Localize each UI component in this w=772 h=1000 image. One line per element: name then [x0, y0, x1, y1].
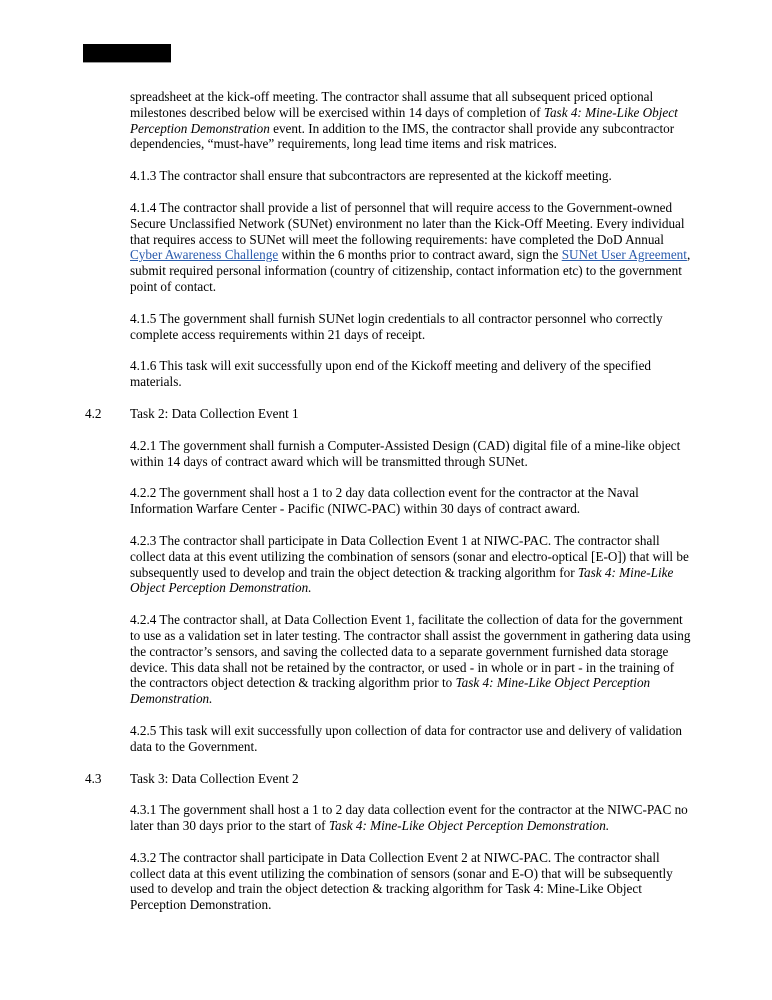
document-content	[85, 89, 691, 929]
paragraph	[130, 850, 691, 913]
paragraph	[130, 612, 691, 707]
text-run: Task 4: Mine-Like Object Perception Demonstration.	[130, 564, 674, 596]
text-run: , submit required personal information (country of citizenship, contact information etc) to the government point of contact.	[130, 247, 691, 294]
text-run: within the 6 months prior to contract award, sign the	[278, 247, 562, 263]
text-run: 4.2.1 The government shall furnish a Computer-Assisted Design (CAD) digital file of a mine-like object within 14 days of contract award which will be transmitted through SUNet.	[130, 437, 681, 469]
paragraph	[130, 200, 691, 295]
section-number: 4.2	[85, 405, 102, 421]
section-title: Task 2: Data Collection Event 1	[130, 405, 299, 421]
text-run: 4.3.1 The government shall host a 1 to 2 day data collection event for the contractor at the NIWC-PAC no later than 30 days prior to the start of	[130, 802, 688, 834]
text-run: 4.1.6 This task will exit successfully upon end of the Kickoff meeting and delivery of the specified materials.	[130, 358, 652, 390]
text-run: 4.1.4 The contractor shall provide a list of personnel that will require access to the Government-owned Secure Unclassified Network (SUNet) environment no later than the Kick-Off Meeting. Every individual that requires access to SUNet will meet the following requirements: have completed the DoD Annual	[130, 199, 685, 247]
section-number: 4.3	[85, 770, 102, 786]
paragraph	[130, 802, 691, 834]
text-run: 4.1.3 The contractor shall ensure that subcontractors are represented at the kickoff meeting.	[130, 168, 612, 184]
section-heading	[85, 771, 691, 787]
text-run: 4.3.2 The contractor shall participate in Data Collection Event 2 at NIWC-PAC. The contractor shall collect data at this event utilizing the combination of sensors (sonar and E-O) that will be subsequently used to develop and train the object detection & tracking algorithm for Task 4: Mine-Like Object Perception Demonstration.	[130, 849, 673, 913]
paragraph	[130, 89, 691, 152]
text-run: 4.2.2 The government shall host a 1 to 2 day data collection event for the contractor at the Naval Information Warfare Center - Pacific (NIWC-PAC) within 30 days of contract award.	[130, 485, 639, 517]
text-run: Task 4: Mine-Like Object Perception Demonstration.	[130, 675, 651, 707]
paragraph	[130, 311, 691, 343]
hyperlink[interactable]: SUNet User Agreement	[561, 247, 687, 263]
section-title: Task 3: Data Collection Event 2	[130, 770, 299, 786]
text-run: 4.1.5 The government shall furnish SUNet login credentials to all contractor personnel who correctly complete access requirements within 21 days of receipt.	[130, 310, 663, 342]
text-run: spreadsheet at the kick-off meeting. The contractor shall assume that all subsequent priced optional milestones described below will be exercised within 14 days of completion of	[130, 89, 654, 120]
redaction-bar	[83, 44, 171, 63]
paragraph	[130, 168, 691, 184]
hyperlink[interactable]: Cyber Awareness Challenge	[130, 247, 279, 263]
text-run: 4.2.5 This task will exit successfully upon collection of data for contractor use and delivery of validation data to the Government.	[130, 722, 683, 754]
text-run: event. In addition to the IMS, the contractor shall provide any subcontractor dependencies, “must-have” requirements, long lead time items and risk matrices.	[130, 120, 675, 152]
text-run: Task 4: Mine-Like Object Perception Demonstration.	[328, 818, 610, 834]
text-run: Task 4: Mine-Like Object Perception Demonstration	[130, 104, 678, 136]
text-run: 4.2.3 The contractor shall participate in Data Collection Event 1 at NIWC-PAC. The contractor shall collect data at this event utilizing the combination of sensors (sonar and electro-optical [E-O]) that will be subsequently used to develop and train the object detection & tracking algorithm for	[130, 532, 689, 580]
paragraph	[130, 438, 691, 470]
paragraph	[130, 485, 691, 517]
paragraph	[130, 723, 691, 755]
paragraph	[130, 358, 691, 390]
text-run: 4.2.4 The contractor shall, at Data Collection Event 1, facilitate the collection of data for the government to use as a validation set in later testing. The contractor shall assist the government in gathering data using the contractor’s sensors, and saving the collected data to a separate government furnished data storage device. This data shall not be retained by the contractor, or used - in whole or in part - in the training of the contractors object detection & tracking algorithm prior to	[130, 612, 691, 691]
section-heading	[85, 406, 691, 422]
paragraph	[130, 533, 691, 596]
